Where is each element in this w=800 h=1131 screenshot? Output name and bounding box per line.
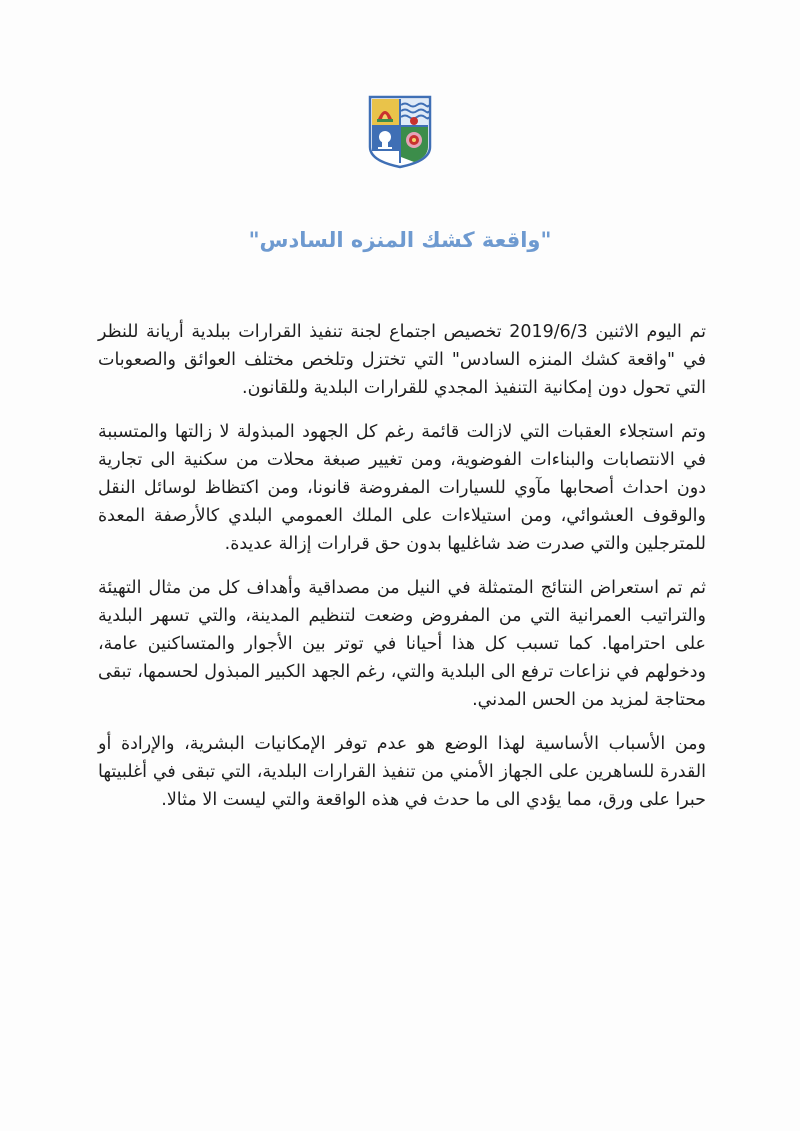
municipality-crest-icon — [368, 95, 432, 169]
document-body — [98, 318, 706, 830]
paragraph: ومن الأسباب الأساسية لهذا الوضع هو عدم توفر الإمكانيات البشرية، والإرادة أو القدرة للساهرين على الجهاز الأمني من تنفيذ القرارات البلدية، التي تبقى في أغلبيتها حبرا على ورق، مما يؤدي الى ما حدث في هذه الواقعة والتي ليست الا مثالا. — [98, 734, 706, 810]
paragraph: تم اليوم الاثنين 2019/6/3 تخصيص اجتماع لجنة تنفيذ القرارات ببلدية أريانة للنظر في "واقعة كشك المنزه السادس" التي تختزل وتلخص مختلف العوائق والصعوبات التي تحول دون إمكانية التنفيذ المجدي للقرارات البلدية وللقانون. — [98, 322, 706, 398]
paragraph: وتم استجلاء العقبات التي لازالت قائمة رغم كل الجهود المبذولة لا زالتها والمتسببة في الانتصابات والبناءات الفوضوية، ومن تغيير صبغة محلات من سكنية الى تجارية دون احداث أصحابها مآوي للسيارات المفروضة قانونا، ومن اكتظاظ لوسائل النقل والوقوف العشوائي، ومن استيلاءات على الملك العمومي البلدي كالأرصفة المعدة للمترجلين والتي صدرت ضد شاغليها بدون حق قرارات إزالة عديدة. — [98, 422, 706, 554]
document-title: "واقعة كشك المنزه السادس" — [248, 228, 552, 252]
paragraph: ثم تم استعراض النتائج المتمثلة في النيل من مصداقية وأهداف كل من مثال التهيئة والتراتيب العمرانية التي من المفروض وضعت لتنظيم المدينة، والتي تسهر البلدية على احترامها. كما تسبب كل هذا أحيانا في توتر بين الأجوار والمتساكنين عامة، ودخولهم في نزاعات ترفع الى البلدية والتي، رغم الجهد الكبير المبذول لحسمها، تبقى محتاجة لمزيد من الحس المدني. — [98, 578, 706, 710]
